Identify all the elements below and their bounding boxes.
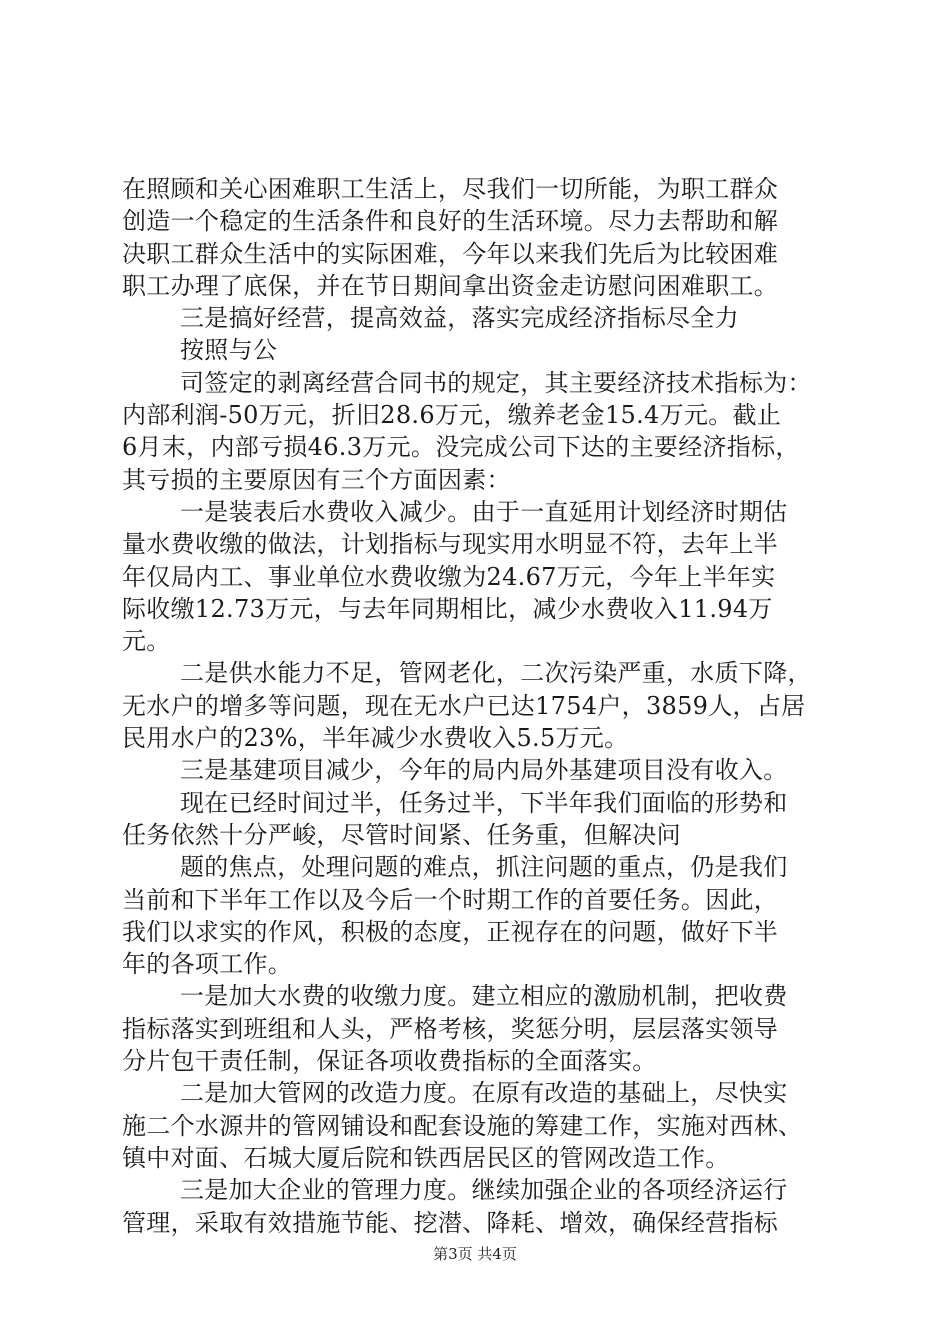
- text-line: 决职工群众生活中的实际困难，今年以来我们先后为比较困难: [122, 239, 779, 268]
- text-line: 年仅局内工、事业单位水费收缴为24.67万元，今年上半年实: [122, 562, 776, 591]
- text-line: 无水户的增多等问题，现在无水户已达1754户，3859人，占居: [122, 691, 806, 720]
- text-line: 指标落实到班组和人头，严格考核，奖惩分明，层层落实领导: [122, 1014, 779, 1043]
- text-line: 题的焦点，处理问题的难点，抓注问题的重点，仍是我们: [180, 853, 788, 882]
- text-line: 我们以求实的作风，积极的态度，正视存在的问题，做好下半: [122, 917, 779, 946]
- text-line: 施二个水源井的管网铺设和配套设施的筹建工作，实施对西林、: [122, 1111, 803, 1140]
- text-line: 按照与公: [180, 336, 278, 365]
- text-line: 一是加大水费的收缴力度。建立相应的激励机制，把收费: [180, 982, 788, 1011]
- text-line: 二是供水能力不足，管网老化，二次污染严重，水质下降，: [180, 659, 812, 688]
- text-line: 在照顾和关心困难职工生活上，尽我们一切所能，为职工群众: [122, 175, 779, 203]
- text-line: 内部利润-50万元，折旧28.6万元，缴养老金15.4万元。截止: [122, 401, 782, 430]
- text-line: 元。: [122, 627, 171, 656]
- text-line: 当前和下半年工作以及今后一个时期工作的首要任务。因此，: [122, 885, 779, 914]
- text-line: 三是基建项目减少，今年的局内局外基建项目没有收入。: [180, 756, 788, 785]
- page-footer: 第3页 共4页: [433, 1245, 517, 1263]
- text-line: 三是加大企业的管理力度。继续加强企业的各项经济运行: [180, 1176, 788, 1205]
- text-line: 一是装表后水费收入减少。由于一直延用计划经济时期估: [180, 497, 788, 526]
- text-line: 分片包干责任制，保证各项收费指标的全面落实。: [122, 1047, 657, 1076]
- document-body: [122, 173, 837, 1239]
- text-line: 民用水户的23%，半年减少水费收入5.5万元。: [122, 724, 629, 753]
- text-line: 创造一个稳定的生活条件和良好的生活环境。尽力去帮助和解: [122, 207, 779, 236]
- text-line: 其亏损的主要原因有三个方面因素：: [122, 465, 511, 494]
- text-line: 际收缴12.73万元，与去年同期相比，减少水费收入11.94万: [122, 594, 773, 623]
- text-line: 二是加大管网的改造力度。在原有改造的基础上，尽快实: [180, 1079, 788, 1108]
- text-line: 职工办理了底保，并在节日期间拿出资金走访慰问困难职工。: [122, 271, 779, 300]
- text-line: 现在已经时间过半，任务过半，下半年我们面临的形势和: [180, 788, 788, 817]
- text-line: 司签定的剥离经营合同书的规定，其主要经济技术指标为：: [180, 368, 812, 397]
- text-line: 6月末，内部亏损46.3万元。没完成公司下达的主要经济指标，: [122, 433, 800, 462]
- text-line: 管理，采取有效措施节能、挖潜、降耗、增效，确保经营指标: [122, 1208, 779, 1237]
- text-line: 三是搞好经营，提高效益，落实完成经济指标尽全力: [180, 304, 739, 333]
- text-line: 任务依然十分严峻，尽管时间紧、任务重，但解决问: [122, 820, 681, 849]
- text-line: 镇中对面、石城大厦后院和铁西居民区的管网改造工作。: [122, 1143, 730, 1172]
- text-line: 量水费收缴的做法，计划指标与现实用水明显不符，去年上半: [122, 530, 779, 559]
- text-line: 年的各项工作。: [122, 950, 293, 979]
